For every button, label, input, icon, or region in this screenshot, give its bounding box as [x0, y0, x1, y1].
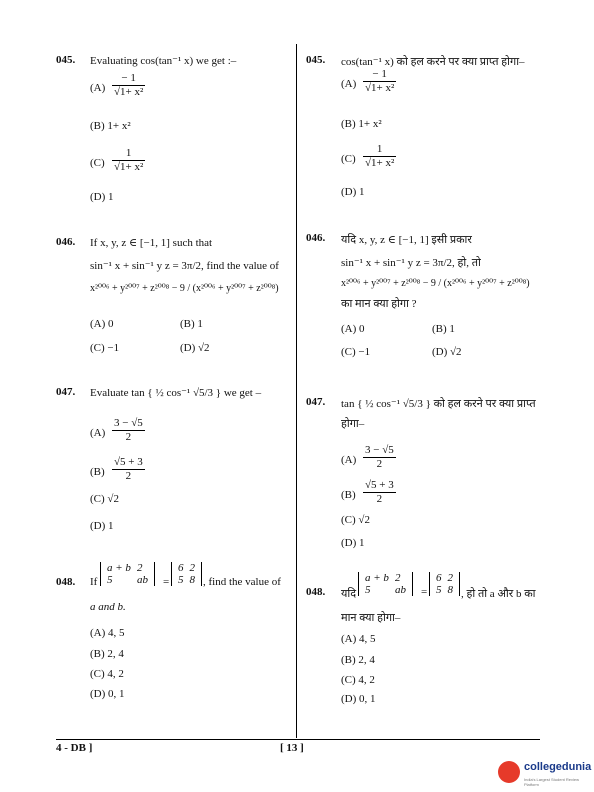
option-a: (A) [341, 78, 357, 90]
question-text: यदि x, y, z ∈ [−1, 1] इसी प्रकार [341, 234, 472, 246]
option-a-fraction: $\frac{3 - √5}{2}$ [365, 444, 394, 470]
option-c: (C) 4, 2 [90, 668, 124, 680]
matrix-left: a + b 2 5 ab [100, 562, 155, 586]
matrix-right: 6 2 5 8 [171, 562, 202, 586]
option-c-fraction: $\frac{1}{\text{√1+ x²}}$ [365, 143, 395, 169]
question-if: यदि [341, 588, 357, 600]
question-number: 046. [306, 232, 326, 244]
option-d: (D) √2 [180, 342, 210, 354]
option-b: (B) 1 [180, 318, 203, 330]
question-text: Evaluating cos(tan⁻¹ x) we get :– [90, 55, 237, 67]
page-number: [ 13 ] [280, 742, 304, 754]
question-expression: x²⁰⁰⁶ + y²⁰⁰⁷ + z²⁰⁰⁸ − 9 / (x²⁰⁰⁶ + y²⁰⁰⁷ + z²⁰⁰⁸) [90, 283, 279, 294]
option-b: (B) 1+ x² [341, 118, 382, 130]
equals: = [163, 576, 170, 588]
question-text: का मान क्या होगा ? [341, 298, 417, 310]
footer-code: 4 - DB ] [56, 742, 93, 754]
question-number: 045. [306, 54, 326, 66]
option-a: (A) [90, 427, 106, 439]
question-number: 047. [56, 386, 76, 398]
option-b: (B) 1 [432, 323, 455, 335]
option-b: (B) [90, 466, 105, 478]
option-a: (A) 4, 5 [90, 627, 125, 639]
matrix-right: 6 2 5 8 [429, 572, 460, 596]
question-text: sin⁻¹ x + sin⁻¹ y z = 3π/2, हो, तो [341, 257, 481, 269]
footer-rule [56, 739, 540, 740]
option-d: (D) 1 [341, 186, 365, 198]
option-a: (A) 0 [341, 323, 365, 335]
option-c: (C) [341, 153, 356, 165]
question-number: 045. [56, 54, 76, 66]
option-c: (C) 4, 2 [341, 674, 375, 686]
option-a: (A) [90, 82, 106, 94]
question-if: If [90, 576, 98, 588]
option-b-fraction: $\frac{√5 + 3}{2}$ [365, 479, 394, 505]
question-text: sin⁻¹ x + sin⁻¹ y z = 3π/2, find the value of [90, 260, 279, 272]
question-text: a and b. [90, 601, 126, 613]
option-c: (C) √2 [341, 514, 370, 526]
column-divider [296, 44, 297, 738]
question-text: cos(tan⁻¹ x) को हल करने पर क्या प्राप्त होगा– [341, 56, 525, 68]
question-text: , find the value of [203, 576, 281, 588]
question-text: tan { ½ cos⁻¹ √5/3 } को हल करने पर क्या प्राप्त [341, 398, 536, 410]
option-d: (D) √2 [432, 346, 462, 358]
question-text: Evaluate tan { ½ cos⁻¹ √5/3 } we get – [90, 387, 262, 399]
collegedunia-logo: collegedunia India's Largest Student Review Platform [498, 757, 590, 789]
option-b: (B) 1+ x² [90, 120, 131, 132]
option-b: (B) 2, 4 [341, 654, 375, 666]
option-d: (D) 1 [90, 520, 114, 532]
option-a-fraction: $\frac{3 - √5}{2}$ [114, 417, 143, 443]
option-d: (D) 1 [90, 191, 114, 203]
option-b: (B) 2, 4 [90, 648, 124, 660]
question-number: 048. [306, 586, 326, 598]
question-text: , हो तो a और b का [461, 588, 536, 600]
option-d: (D) 0, 1 [341, 693, 376, 705]
option-a: (A) 4, 5 [341, 633, 376, 645]
option-c: (C) −1 [90, 342, 120, 354]
option-b: (B) [341, 489, 356, 501]
option-a: (A) [341, 454, 357, 466]
option-a: (A) 0 [90, 318, 114, 330]
question-text: If x, y, z ∈ [−1, 1] such that [90, 237, 213, 249]
option-c: (C) √2 [90, 493, 119, 505]
question-text: होगा– [341, 418, 365, 430]
question-number: 046. [56, 236, 76, 248]
question-text: मान क्या होगा– [341, 612, 401, 624]
option-a-fraction: $\frac{- 1}{\text{√1+ x²}}$ [365, 68, 395, 94]
matrix-left: a + b 2 5 ab [358, 572, 413, 596]
question-expression: x²⁰⁰⁶ + y²⁰⁰⁷ + z²⁰⁰⁸ − 9 / (x²⁰⁰⁶ + y²⁰⁰⁷ + z²⁰⁰⁸) [341, 278, 530, 289]
equals: = [421, 586, 428, 598]
option-c: (C) −1 [341, 346, 371, 358]
option-d: (D) 0, 1 [90, 688, 125, 700]
question-number: 048. [56, 576, 76, 588]
option-b-fraction: $\frac{√5 + 3}{2}$ [114, 456, 143, 482]
option-a-fraction: $\frac{- 1}{\text{√1+ x²}}$ [114, 72, 144, 98]
option-d: (D) 1 [341, 537, 365, 549]
option-c-fraction: $\frac{1}{\text{√1+ x²}}$ [114, 147, 144, 173]
option-c: (C) [90, 157, 105, 169]
owl-icon [498, 761, 520, 783]
question-number: 047. [306, 396, 326, 408]
